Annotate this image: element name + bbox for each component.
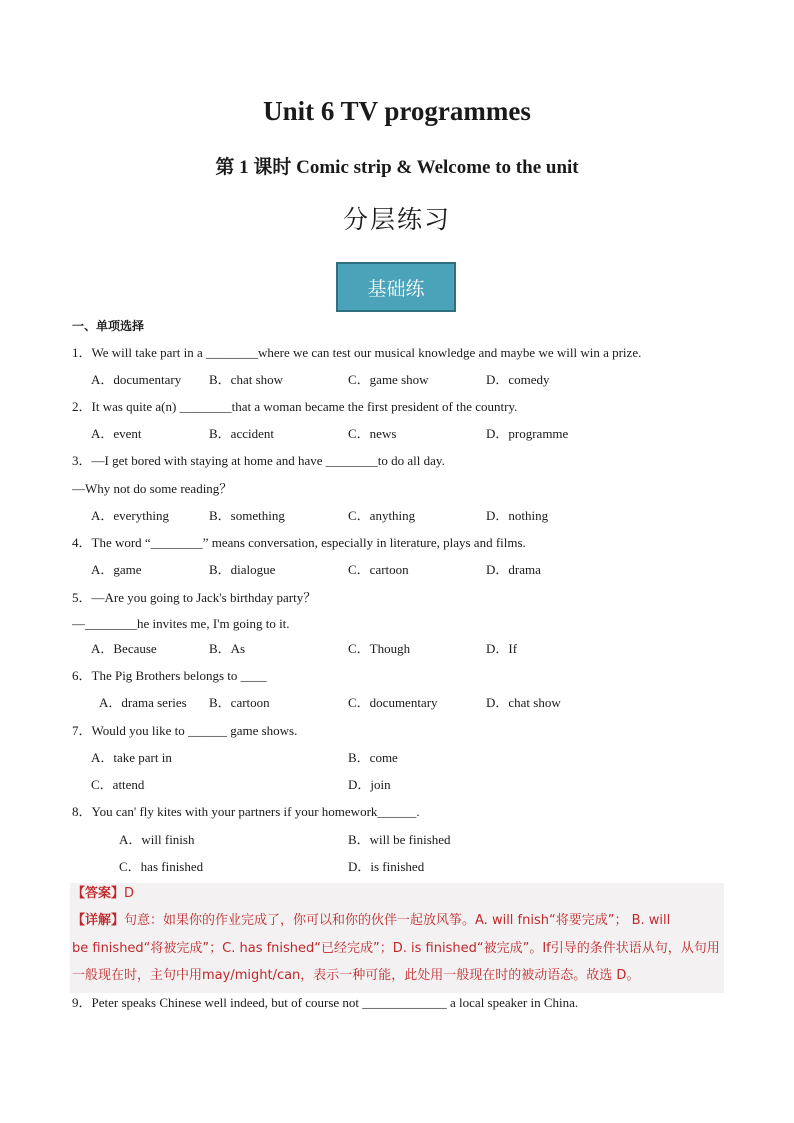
q2-option-b: B．accident [209,426,274,441]
answer-line [72,886,134,902]
q1-option-c: C．game show [348,372,429,387]
q7-option-c: C．attend [91,777,145,792]
document-title: Unit 6 TV programmes [263,96,531,126]
q6-option-a: A．drama series [99,695,187,710]
q7-option-a: A．take part in [91,750,172,765]
question-2-stem: 2．It was quite a(n) ________that a woman became the first president of the country. [72,399,518,414]
explanation-label: 【详解】 [72,913,125,928]
q1-option-b: B．chat show [209,372,284,387]
q3-option-b: B．something [209,508,285,523]
lesson-subtitle: 第 1 课时 Comic strip & Welcome to the unit [215,157,579,178]
q5-option-d: D．If [486,641,518,656]
question-3-reply: —Why not do some reading？ [72,481,233,496]
q1-option-a: A．documentary [91,372,182,387]
question-5-reply: —________he invites me, I'm going to it. [72,616,290,631]
q4-option-d: D．drama [486,562,541,577]
question-9-stem: 9．Peter speaks Chinese well indeed, but of course not _____________ a local speaker in China. [72,995,579,1010]
q2-option-c: C．news [348,426,397,441]
q6-option-c: C．documentary [348,695,438,710]
q4-option-b: B．dialogue [209,562,276,577]
q5-option-b: B．As [209,641,246,656]
question-1-stem: 1．We will take part in a ________where we can test our musical knowledge and maybe we will win a prize. [72,345,642,360]
q4-option-c: C．cartoon [348,562,409,577]
q5-option-c: C．Though [348,641,411,656]
q7-option-b: B．come [348,750,398,765]
explanation-text-1: 句意：如果你的作业完成了，你可以和你的伙伴一起放风筝。A. will fnish“将要完成”； B. will [124,913,671,928]
level-tag [336,262,456,312]
q2-option-d: D．programme [486,426,569,441]
q8-option-b: B．will be finished [348,832,451,847]
q8-option-a: A．will finish [119,832,195,847]
exercise-heading: 分层练习 [342,205,451,234]
answer-label: 【答案】 [72,886,125,901]
q3-option-c: C．anything [348,508,416,523]
question-4-stem: 4．The word “________” means conversation, especially in literature, plays and films. [72,535,526,550]
q8-option-d: D．is finished [348,859,425,874]
section-heading: 一、单项选择 [72,319,145,333]
answer-value: D [124,886,135,901]
q1-option-d: D．comedy [486,372,550,387]
level-tag-label: 基础练 [367,277,425,300]
explanation-line-1 [72,913,670,929]
question-7-stem: 7．Would you like to ______ game shows. [72,723,298,738]
q2-option-a: A．event [91,426,142,441]
question-6-stem: 6．The Pig Brothers belongs to ____ [72,668,267,683]
q4-option-a: A．game [91,562,142,577]
explanation-line-3: 一般现在时，主句中用may/might/can，表示一种可能，此处用一般现在时的被动语态。故选 D。 [72,968,640,983]
q8-option-c: C．has finished [119,859,204,874]
q3-option-d: D．nothing [486,508,549,523]
question-3-stem: 3．—I get bored with staying at home and have ________to do all day. [72,453,445,468]
q6-option-b: B．cartoon [209,695,270,710]
q3-option-a: A．everything [91,508,169,523]
question-5-stem: 5．—Are you going to Jack's birthday party？ [72,590,317,605]
explanation-line-2: be finished“将被完成”；C. has fnished“已经完成”；D. is finished“被完成”。If引导的条件状语从句，从句用 [72,941,720,956]
q7-option-d: D．join [348,777,391,792]
question-8-stem: 8．You can' fly kites with your partners if your homework______. [72,804,420,819]
q6-option-d: D．chat show [486,695,561,710]
q5-option-a: A．Because [91,641,157,656]
